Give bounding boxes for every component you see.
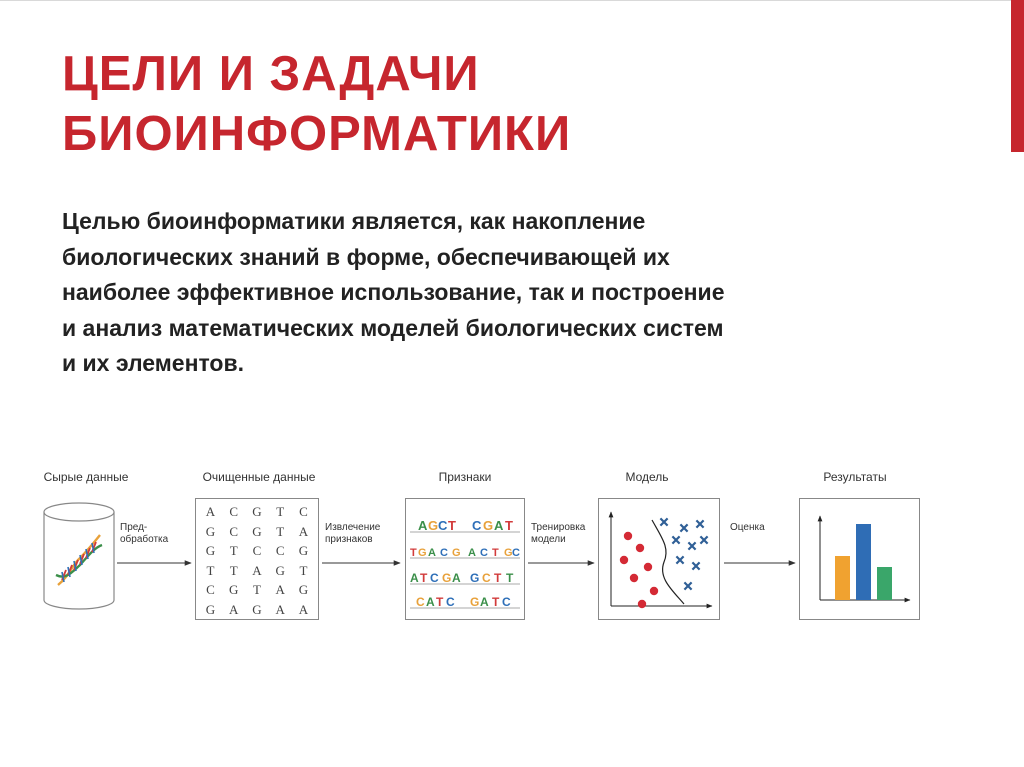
svg-text:C: C <box>480 547 488 559</box>
stage-label-results: Результаты <box>823 470 887 484</box>
nucleotide: A <box>275 601 285 617</box>
nucleotide: T <box>276 504 285 519</box>
body-line-3: наиболее эффективное использование, так и построение <box>62 279 725 305</box>
blue-cross <box>660 518 667 525</box>
bar-chart-icon <box>820 516 910 600</box>
nucleotide: G <box>205 543 216 558</box>
classifier-scatter-icon <box>611 512 712 608</box>
nucleotide: G <box>205 601 216 617</box>
svg-text:T: T <box>448 518 456 533</box>
red-points-group <box>620 532 658 608</box>
svg-text:T: T <box>506 571 514 585</box>
svg-text:G: G <box>504 547 513 559</box>
svg-text:G: G <box>452 547 461 559</box>
blue-cross <box>672 536 679 543</box>
arrow-label-line: Пред- <box>120 522 148 533</box>
blue-cross <box>676 556 683 563</box>
nucleotide: G <box>298 543 309 558</box>
nucleotide: A <box>275 582 285 597</box>
svg-text:A: A <box>452 571 461 585</box>
blue-cross <box>696 520 703 527</box>
bar-green <box>877 567 892 600</box>
arrow-label-line: Тренировка <box>531 522 586 533</box>
body-line-2: биологических знаний в форме, обеспечивающей их <box>62 243 670 270</box>
nucleotide: A <box>298 601 309 617</box>
svg-text:C: C <box>512 547 520 559</box>
arrow-label-line: обработка <box>120 534 169 545</box>
sequence-logo-icon <box>410 518 520 609</box>
red-point <box>638 600 646 608</box>
blue-crosses-group <box>660 518 707 589</box>
svg-text:A: A <box>428 547 436 559</box>
svg-text:A: A <box>468 547 476 559</box>
nucleotide: G <box>229 582 239 597</box>
nucleotide: A <box>229 601 239 617</box>
nucleotide: A <box>298 523 309 539</box>
svg-text:C: C <box>430 571 439 585</box>
svg-text:C: C <box>502 595 511 609</box>
blue-cross <box>700 536 707 543</box>
svg-text:G: G <box>418 547 427 559</box>
nucleotide: C <box>206 582 215 597</box>
svg-text:C: C <box>482 571 491 585</box>
nucleotide: A <box>252 562 262 578</box>
nucleotide: C <box>275 543 285 558</box>
nucleotide: C <box>229 504 239 519</box>
nucleotide: T <box>229 562 238 578</box>
svg-text:C: C <box>472 518 482 533</box>
stage-label-model: Модель <box>625 470 669 484</box>
title-line-1: ЦЕЛИ И ЗАДАЧИ <box>62 47 480 101</box>
svg-text:T: T <box>492 547 499 559</box>
nucleotide: G <box>298 582 309 597</box>
nucleotide: T <box>229 543 238 558</box>
svg-text:T: T <box>494 571 502 585</box>
arrow-label-line: Оценка <box>730 522 765 533</box>
svg-text:C: C <box>440 547 448 559</box>
red-point <box>644 563 652 571</box>
svg-text:A: A <box>410 571 419 585</box>
red-point <box>624 532 632 540</box>
nucleotide: C <box>299 504 308 519</box>
svg-text:C: C <box>438 518 448 533</box>
nucleotide: T <box>206 562 215 578</box>
stage-label-clean-data: Очищенные данные <box>202 470 316 484</box>
blue-cross <box>692 562 699 569</box>
svg-text:A: A <box>426 595 435 609</box>
svg-text:T: T <box>505 518 513 533</box>
nucleotide: G <box>275 562 285 578</box>
svg-text:C: C <box>416 595 425 609</box>
blue-cross <box>684 582 691 589</box>
svg-text:G: G <box>470 595 480 609</box>
blue-cross <box>688 542 695 549</box>
svg-text:C: C <box>446 595 455 609</box>
arrow-label-line: Извлечение <box>325 522 381 533</box>
body-line-1: Целью биоинформатики является, как накопление <box>62 208 646 234</box>
svg-text:T: T <box>436 595 444 609</box>
nucleotide: C <box>252 543 262 558</box>
arrow-label-line: признаков <box>325 534 373 545</box>
body-line-4: и анализ математических моделей биологических систем <box>62 314 724 341</box>
bar-orange <box>835 556 850 600</box>
svg-text:A: A <box>494 518 504 533</box>
svg-text:G: G <box>483 518 494 533</box>
nucleotide: T <box>253 582 261 597</box>
body-line-5: и их элементов. <box>62 350 245 376</box>
red-point <box>630 574 638 582</box>
stage-label-raw-data: Сырые данные <box>43 470 129 484</box>
svg-text:G: G <box>442 571 452 585</box>
nucleotide: G <box>252 523 262 539</box>
red-point <box>650 587 658 595</box>
svg-text:G: G <box>470 571 480 585</box>
bar-blue <box>856 524 871 600</box>
svg-text:A: A <box>480 595 489 609</box>
nucleotide: G <box>252 601 262 617</box>
nucleotide: T <box>299 562 308 578</box>
svg-text:T: T <box>420 571 428 585</box>
red-point <box>636 544 644 552</box>
nucleotide: C <box>229 523 239 539</box>
red-point <box>620 556 628 564</box>
nucleotide: G <box>252 504 262 519</box>
title-line-2: БИОИНФОРМАТИКИ <box>62 107 572 161</box>
database-cylinder-dna-icon <box>44 503 114 609</box>
nucleotide: T <box>276 523 285 539</box>
svg-text:A: A <box>418 518 428 533</box>
nucleotide: G <box>205 523 216 539</box>
nucleotide: A <box>205 504 216 519</box>
arrow-label-line: модели <box>531 534 566 545</box>
svg-text:T: T <box>492 595 500 609</box>
svg-text:G: G <box>428 518 439 533</box>
blue-cross <box>680 524 687 531</box>
stage-label-features: Признаки <box>438 470 492 484</box>
svg-text:T: T <box>410 547 417 559</box>
